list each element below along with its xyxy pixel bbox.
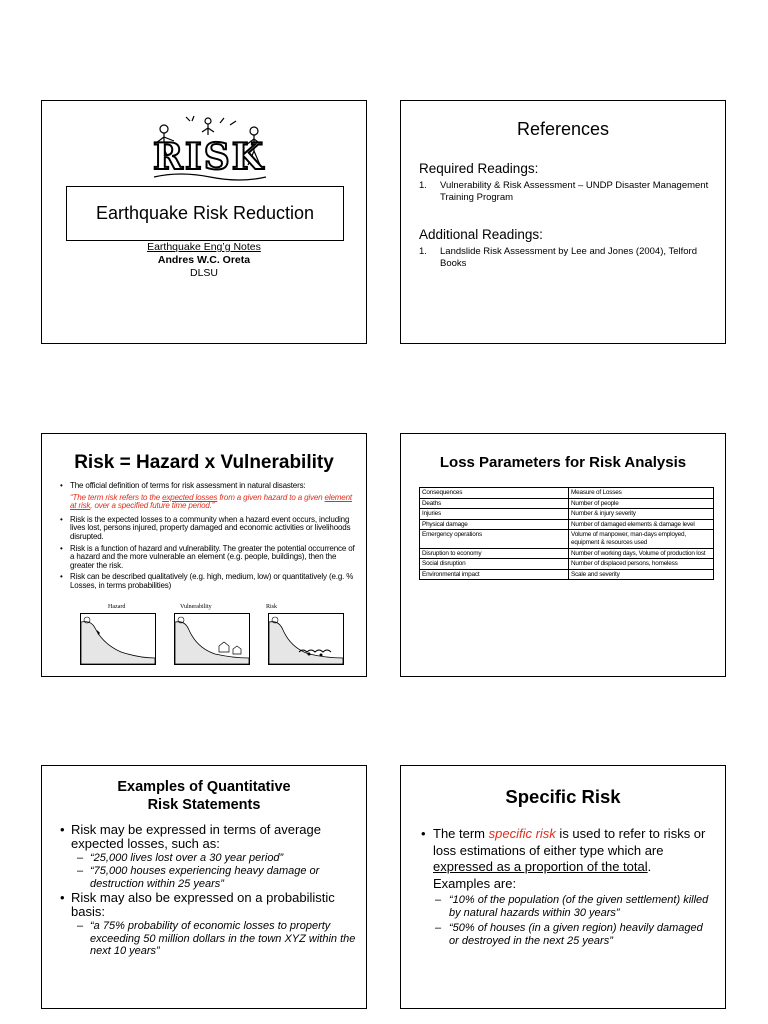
hazard-illustration <box>80 613 156 665</box>
table-row <box>420 519 714 530</box>
risk-logo <box>150 115 268 185</box>
item-text: Landslide Risk Assessment by Lee and Jones (2004), Telford Books <box>440 246 698 269</box>
consequence-cell: Deaths <box>420 498 569 509</box>
measure-cell: Number of displaced persons, homeless <box>569 559 714 570</box>
hazard-label: Hazard <box>108 604 126 610</box>
vulnerability-illustration <box>174 613 250 665</box>
item-number: 1. <box>419 246 427 257</box>
bullet-item: • Risk is the expected losses to a community when a hazard event occurs, including lives lost, persons injured, property damaged and economic activities or livelihoods disrupted. <box>60 516 356 542</box>
slide-body <box>421 826 711 950</box>
sub-bullet-item: – “75,000 houses experiencing heavy damage or destruction within 25 years” <box>58 865 358 890</box>
slide-title <box>41 100 367 344</box>
bullet-item: • The term specific risk is used to refer to risks or loss estimations of either type which are expressed as a proportion of the total. Examples are: <box>421 826 711 892</box>
measure-cell: Scale and severity <box>569 569 714 580</box>
table-row <box>420 548 714 559</box>
risk-label: Risk <box>266 604 278 610</box>
measure-cell: Number & injury severity <box>569 509 714 520</box>
slide-references <box>400 100 726 344</box>
measure-cell: Number of damaged elements & damage level <box>569 519 714 530</box>
slide-specific-risk <box>400 765 726 1009</box>
sub-bullet-item: – “a 75% probability of economic losses to property exceeding 50 million dollars in the town XYZ within the next 10 years” <box>58 920 358 957</box>
required-reading-item <box>419 180 709 204</box>
consequence-cell: Social disruption <box>420 559 569 570</box>
author-name: Andres W.C. Oreta <box>157 254 251 266</box>
consequence-cell: Injuries <box>420 509 569 520</box>
slide-risk-definition <box>41 433 367 677</box>
measure-cell: Number of people <box>569 498 714 509</box>
sub-bullet-item: – “10% of the population (of the given settlement) killed by natural hazards within 30 years” <box>421 894 711 920</box>
slide-heading <box>42 778 366 814</box>
additional-readings-heading: Additional Readings: <box>419 227 543 242</box>
vulnerability-label: Vulnerability <box>180 604 212 610</box>
slide-loss-parameters <box>400 433 726 677</box>
required-readings-heading: Required Readings: <box>419 161 539 176</box>
bullet-item: • The official definition of terms for risk assessment in natural disasters: <box>60 482 356 491</box>
slide-quantitative-risk <box>41 765 367 1009</box>
table-row <box>420 569 714 580</box>
sub-bullet-item: – “25,000 lives lost over a 30 year period” <box>58 852 358 864</box>
consequence-cell: Disruption to economy <box>420 548 569 559</box>
table-row <box>420 488 714 499</box>
institution-name: DLSU <box>189 267 218 279</box>
bullet-item: • Risk can be described qualitatively (e.g. high, medium, low) or quantitatively (e.g. % Losses, in terms probabilities) <box>60 573 356 590</box>
item-text: Vulnerability & Risk Assessment – UNDP Disaster Management Training Program <box>440 180 709 203</box>
item-number: 1. <box>419 180 427 191</box>
risk-logo-text: RISK <box>152 136 266 178</box>
sub-bullet-item: – “50% of houses (in a given region) heavily damaged or destroyed in the next 25 years” <box>421 922 711 948</box>
table-row <box>420 498 714 509</box>
table-row <box>420 559 714 570</box>
bullet-item: • Risk may also be expressed on a probabilistic basis: <box>58 891 358 919</box>
definition-quote: “The term risk refers to the expected losses from a given hazard to a given element at risk, over a specified future time period.” <box>70 492 352 511</box>
course-name: Earthquake Eng’g Notes <box>147 241 261 253</box>
slide-heading: Risk = Hazard x Vulnerability <box>74 452 334 473</box>
risk-illustration <box>268 613 344 665</box>
title-details <box>42 241 366 280</box>
title-box <box>66 186 344 241</box>
heading-line: Examples of Quantitative <box>117 779 291 795</box>
consequence-cell: Emergency operations <box>420 530 569 548</box>
bullet-item: • Risk may be expressed in terms of average expected losses, such as: <box>58 823 358 851</box>
slide-body <box>60 482 356 594</box>
measure-cell: Number of working days, Volume of production lost <box>569 548 714 559</box>
slide-heading: Specific Risk <box>505 786 621 807</box>
measure-cell: Volume of manpower, man-days employed, equipment & resources used <box>569 530 714 548</box>
heading-line: Risk Statements <box>147 797 261 813</box>
risk-illustrations <box>80 604 344 669</box>
slide-heading: References <box>516 119 610 139</box>
slide-heading: Loss Parameters for Risk Analysis <box>439 454 687 471</box>
consequence-cell: Consequences <box>420 488 569 499</box>
bullet-item: • Risk is a function of hazard and vulnerability. The greater the potential occurrence of a hazard and the more vulnerable an element (e.g. people, buildings), then the greater the risk. <box>60 545 356 571</box>
loss-parameters-table <box>419 487 714 580</box>
presentation-title: Earthquake Risk Reduction <box>95 203 315 223</box>
consequence-cell: Environmental impact <box>420 569 569 580</box>
table-row <box>420 509 714 520</box>
table-row <box>420 530 714 548</box>
consequence-cell: Physical damage <box>420 519 569 530</box>
additional-reading-item <box>419 246 709 270</box>
measure-cell: Measure of Losses <box>569 488 714 499</box>
slide-body <box>58 823 358 958</box>
